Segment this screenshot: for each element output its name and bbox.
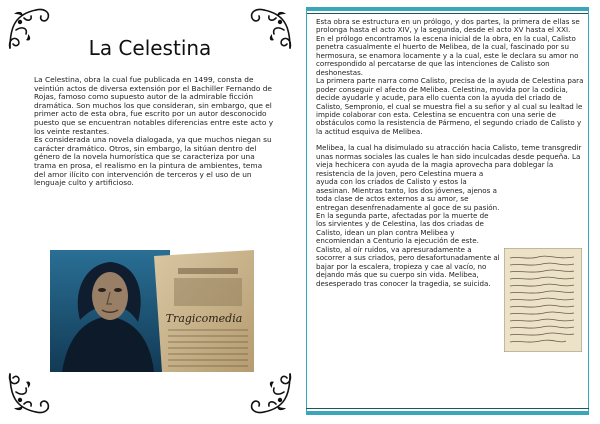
intro-paragraph-1: La Celestina, obra la cual fue publicada en 1499, consta de veintiún actos de diversa extensión por el Bachiller Fernando de Rojas, famoso como supuesto autor de la admirable ficción dramática. Son muchos los que consideran, sin embargo, que el primer acto de esta obra, fue escrito por un autor desconocido puesto que se encuentran notables diferencias entre este acto y los veinte restantes. (34, 75, 274, 136)
structure-paragraph-5: En la segunda parte, afectadas por la muerte de los sirvientes y de Celestina, las dos criadas de Calisto, idean un plan contra Melibea y encomiendan a Centurio la ejecución de este. Calisto, al oír ruidos, va apresuradamente a socorrer a sus criados, pero desafortunadamente al bajar por la escalera, tropieza y cae al vacío, no dejando más que su cuerpo sin vida. Melibea, desesperado tras conocer la tragedia, se suicida. (316, 210, 500, 288)
structure-paragraph-1: Esta obra se estructura en un prólogo, y dos partes, la primera de ellas se prolonga hasta el acto XIV, y la segunda, desde el acto XV hasta el XXI. (316, 17, 580, 35)
ornament-corner-bottom-left-icon (6, 370, 54, 418)
intro-text (34, 76, 274, 188)
right-page (306, 4, 589, 418)
ornament-corner-bottom-right-icon (246, 370, 294, 418)
structure-paragraph-3: La primera parte narra como Calisto, precisa de la ayuda de Celestina para poder conseguir el afecto de Melibea. Celestina, movida por la codicia, decide ayudarle y acude, para ello cuenta con la ayuda del criado de Calisto, Sempronio, el cual se muestra fiel a su señor y al cual su lealtad le impide colaborar con esta. Celestina se encuentra con una serie de obstáculos como la resistencia de Pármeno, el segundo criado de Calisto y la actitud esquiva de Melibea. (316, 76, 584, 136)
page-title: La Celestina (88, 36, 212, 60)
frame-bottom-bar (306, 411, 589, 415)
frame-top-bar (306, 7, 589, 11)
celestina-illustration (50, 250, 254, 372)
structure-paragraph-4a: Melibea, la cual ha disimulado su atracción hacia Calisto, teme transgredir unas normas sociales las cuales le han sido inculcadas desde pequeña. La vieja hechicera con ayuda de la magia aprovecha para doblegar la resistencia de la joven, pero Celestina muera a (316, 143, 582, 178)
frame-bottom-line (306, 408, 589, 409)
manuscript-image (504, 248, 582, 352)
frame-left-edge (306, 7, 307, 415)
intro-paragraph-2: Es considerada una novela dialogada, ya que muchos niegan su carácter dramático. Otros, sin embargo, la sitúan dentro del género de la novela humorística que se caracteriza por una trama en prosa, el realismo en la pintura de ambientes, tema del amor ilícito con intervención de terceros y el uso de un lenguaje culto y artificioso. (34, 135, 272, 188)
frame-right-edge (588, 7, 589, 415)
structure-paragraph-2: En el prólogo encontramos la escena inicial de la obra, en la cual, Calisto penetra casualmente el huerto de Melibea, de la cual, fascinado por su hermosura, se enamora locamente y a la cual, este le declara su amor no correspondido al percatarse de que las intenciones de Calisto son deshonestas. (316, 33, 579, 77)
structure-paragraph-4b: ayuda con los criados de Calisto y estos la asesinan. Mientras tanto, los dos jóvenes, ajenos a toda clase de actos externos a su amor, se entregan desenfrenadamente al goce de su pasión. (316, 177, 500, 212)
book-title-text: Tragicomedia (165, 312, 243, 325)
frame-top-line (306, 13, 589, 14)
